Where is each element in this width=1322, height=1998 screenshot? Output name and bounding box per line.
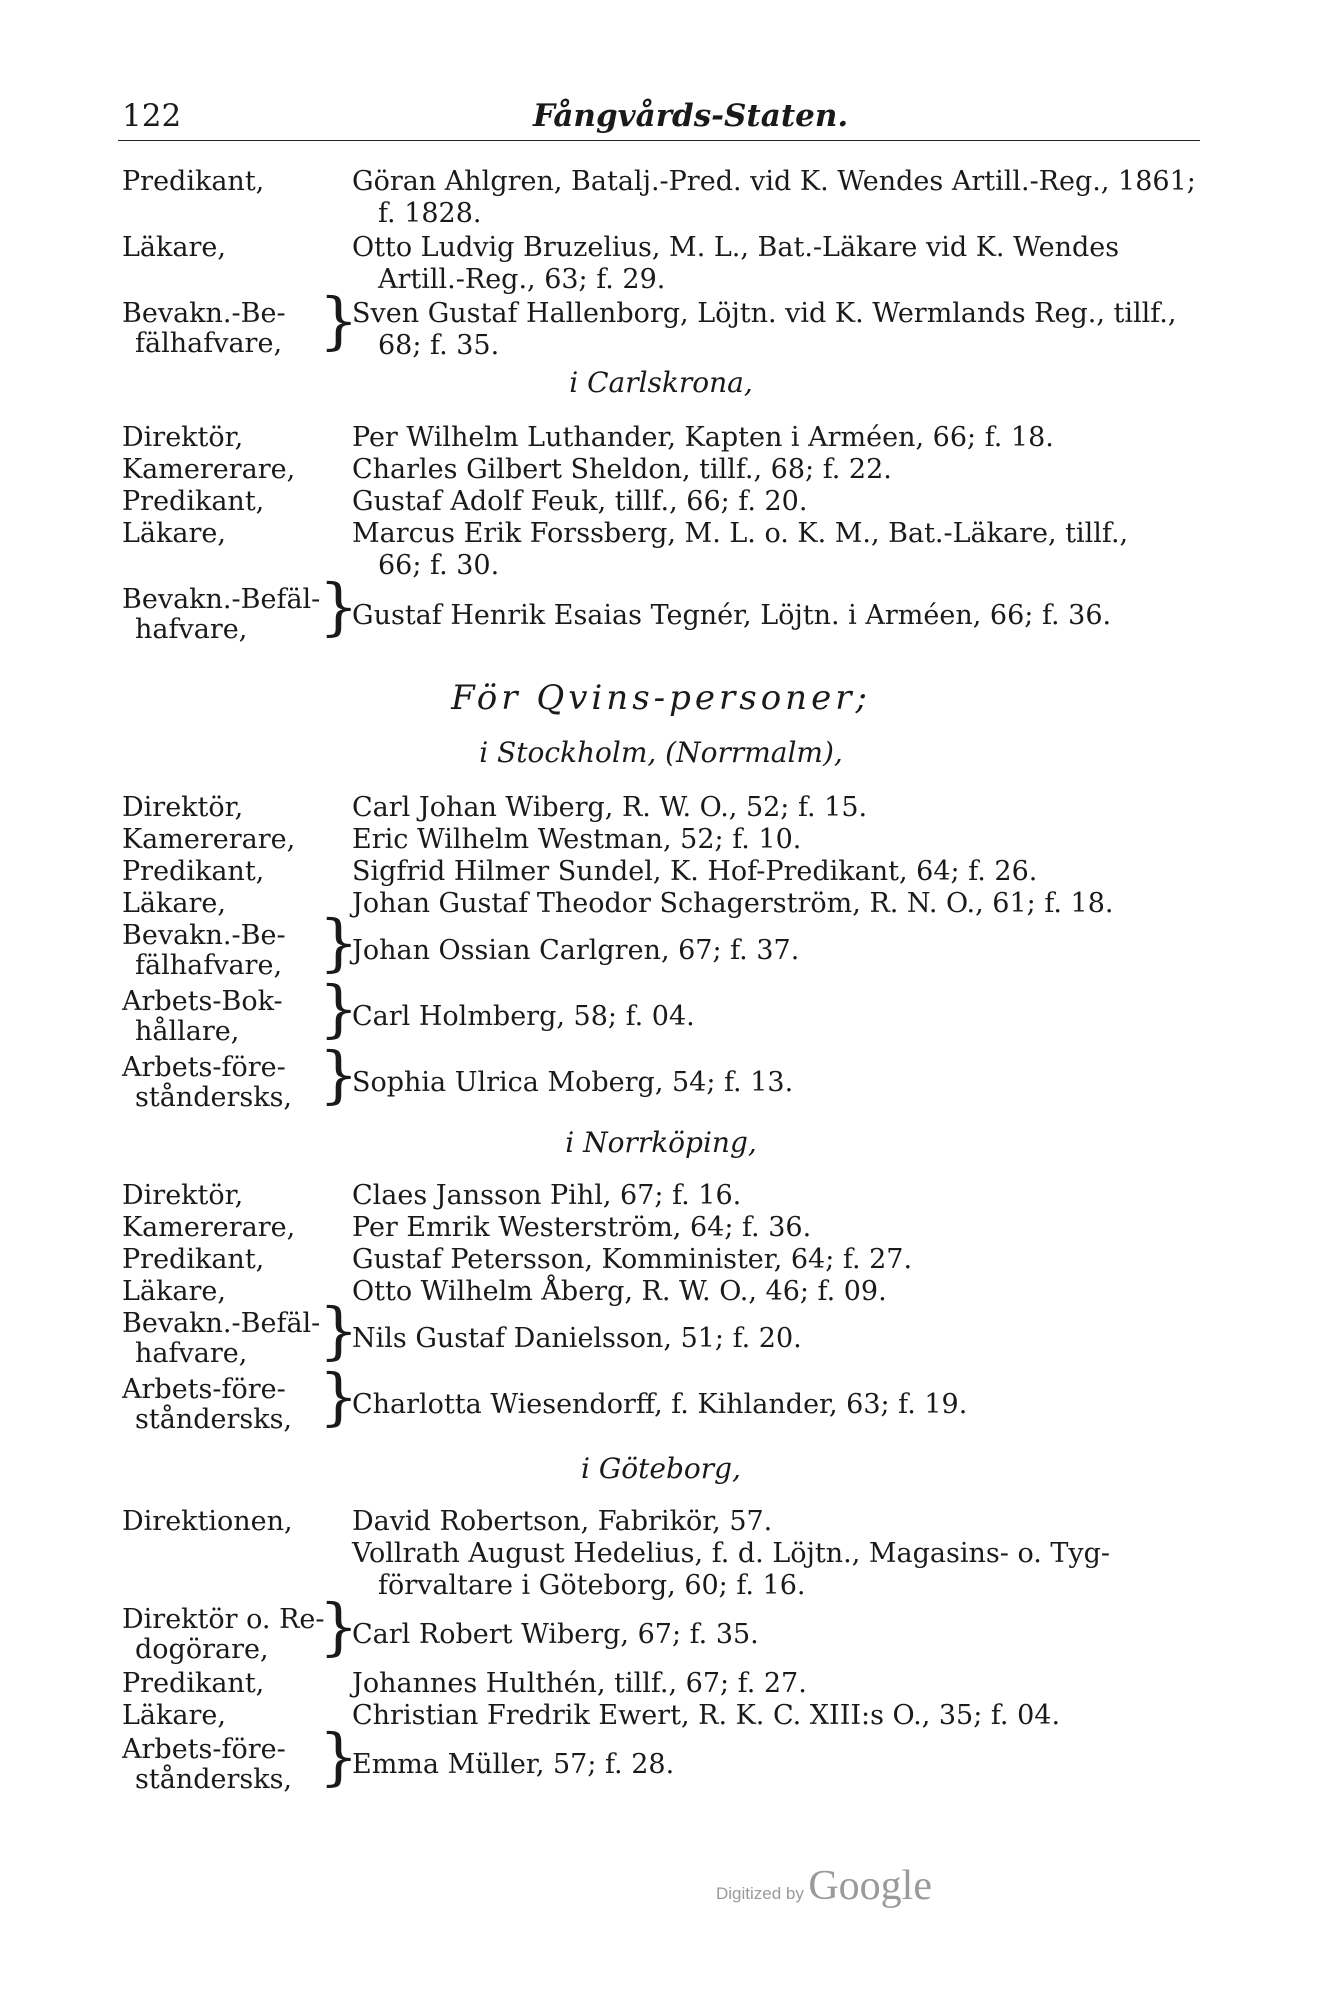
role-label: Bevakn.-Be- [122,920,286,951]
entry-text: Christian Fredrik Ewert, R. K. C. XIII:s O., 35; f. 04. [352,1700,1061,1731]
entry-text: Göran Ahlgren, Batalj.-Pred. vid K. Wendes Artill.-Reg., 1861; [352,166,1196,197]
entry-text: Johannes Hulthén, tillf., 67; f. 27. [352,1668,807,1699]
role-label: Bevakn.-Befäl- [122,1308,321,1339]
brace: } [319,906,359,979]
google-logo: Google [808,1863,932,1909]
role-label-cont: dogörare, [135,1634,269,1665]
entry-text-cont: förvaltare i Göteborg, 60; f. 16. [378,1570,806,1601]
role-label: Predikant, [122,166,265,197]
role-label: Arbets-före- [122,1052,286,1083]
role-label: Kamererare, [122,824,296,855]
entry-text: Otto Ludvig Bruzelius, M. L., Bat.-Läkare vid K. Wendes [352,232,1120,263]
entry-text: Otto Wilhelm Åberg, R. W. O., 46; f. 09. [352,1276,887,1307]
entry-text: Per Emrik Westerström, 64; f. 36. [352,1212,812,1243]
role-label: Läkare, [122,888,226,919]
brace: } [319,570,359,643]
section-heading-stockholm: i Stockholm, (Norrmalm), [479,736,843,769]
entry-text: Nils Gustaf Danielsson, 51; f. 20. [352,1323,802,1354]
entry-text: Johan Gustaf Theodor Schagerström, R. N. O., 61; f. 18. [352,888,1114,919]
entry-text-cont: f. 1828. [378,198,482,229]
entry-text: Emma Müller, 57; f. 28. [352,1749,675,1780]
entry-text: Johan Ossian Carlgren, 67; f. 37. [352,935,800,966]
section-heading-carlskrona: i Carlskrona, [569,366,753,399]
role-label: Arbets-före- [122,1374,286,1405]
role-label: Läkare, [122,1276,226,1307]
role-label: Predikant, [122,1668,265,1699]
role-label: Direktör o. Re- [122,1604,325,1635]
role-label-cont: ståndersks, [135,1082,293,1113]
entry-text: Gustaf Petersson, Komminister, 64; f. 27. [352,1244,913,1275]
role-label-cont: hållare, [135,1016,240,1047]
entry-text: Carl Holmberg, 58; f. 04. [352,1001,695,1032]
role-label-cont: fälhafvare, [135,950,283,981]
entry-text-cont: 66; f. 30. [378,550,500,581]
entry-text: Claes Jansson Pihl, 67; f. 16. [352,1180,742,1211]
brace: } [319,1590,359,1663]
role-label: Arbets-Bok- [122,986,283,1017]
brace: } [319,1038,359,1111]
role-label: Läkare, [122,232,226,263]
brace: } [319,1294,359,1367]
role-label: Bevakn.-Befäl- [122,584,321,615]
role-label: Predikant, [122,486,265,517]
role-label: Predikant, [122,1244,265,1275]
role-label: Direktör, [122,792,244,823]
brace: } [319,1720,359,1793]
entry-text: Vollrath August Hedelius, f. d. Löjtn., Magasins- o. Tyg- [352,1538,1111,1569]
entry-text: Gustaf Henrik Esaias Tegnér, Löjtn. i Arméen, 66; f. 36. [352,600,1112,631]
role-label-cont: hafvare, [135,1338,248,1369]
role-label-cont: ståndersks, [135,1764,293,1795]
entry-text: Sophia Ulrica Moberg, 54; f. 13. [352,1067,794,1098]
role-label: Arbets-före- [122,1734,286,1765]
section-heading-norrkoping: i Norrköping, [565,1126,757,1159]
brace: } [319,1360,359,1433]
page-title: Fångvårds-Staten. [533,98,849,134]
entry-text: Per Wilhelm Luthander, Kapten i Arméen, 66; f. 18. [352,422,1054,453]
role-label: Predikant, [122,856,265,887]
header-rule [118,140,1200,141]
entry-text: David Robertson, Fabrikör, 57. [352,1506,773,1537]
role-label: Läkare, [122,518,226,549]
entry-text: Sven Gustaf Hallenborg, Löjtn. vid K. Wermlands Reg., tillf., [352,298,1177,329]
entry-text: Carl Robert Wiberg, 67; f. 35. [352,1619,759,1650]
section-heading-qvins: För Qvins-personer; [451,678,871,718]
role-label: Direktör, [122,422,244,453]
entry-text: Gustaf Adolf Feuk, tillf., 66; f. 20. [352,486,808,517]
entry-text: Eric Wilhelm Westman, 52; f. 10. [352,824,802,855]
brace: } [319,284,359,357]
entry-text-cont: Artill.-Reg., 63; f. 29. [378,264,666,295]
role-label: Direktör, [122,1180,244,1211]
role-label: Direktionen, [122,1506,293,1537]
role-label: Kamererare, [122,454,296,485]
brace: } [319,972,359,1045]
watermark-prefix: Digitized by [716,1884,804,1903]
page-number: 122 [122,98,182,134]
entry-text: Sigfrid Hilmer Sundel, K. Hof-Predikant, 64; f. 26. [352,856,1038,887]
role-label-cont: fälhafvare, [135,328,283,359]
section-heading-goteborg: i Göteborg, [581,1452,741,1485]
role-label-cont: hafvare, [135,614,248,645]
entry-text: Charlotta Wiesendorff, f. Kihlander, 63; f. 19. [352,1389,968,1420]
role-label: Kamererare, [122,1212,296,1243]
entry-text-cont: 68; f. 35. [378,330,500,361]
entry-text: Carl Johan Wiberg, R. W. O., 52; f. 15. [352,792,868,823]
entry-text: Charles Gilbert Sheldon, tillf., 68; f. 22. [352,454,892,485]
entry-text: Marcus Erik Forssberg, M. L. o. K. M., Bat.-Läkare, tillf., [352,518,1129,549]
role-label-cont: ståndersks, [135,1404,293,1435]
role-label: Bevakn.-Be- [122,298,286,329]
role-label: Läkare, [122,1700,226,1731]
google-watermark [716,1862,932,1910]
